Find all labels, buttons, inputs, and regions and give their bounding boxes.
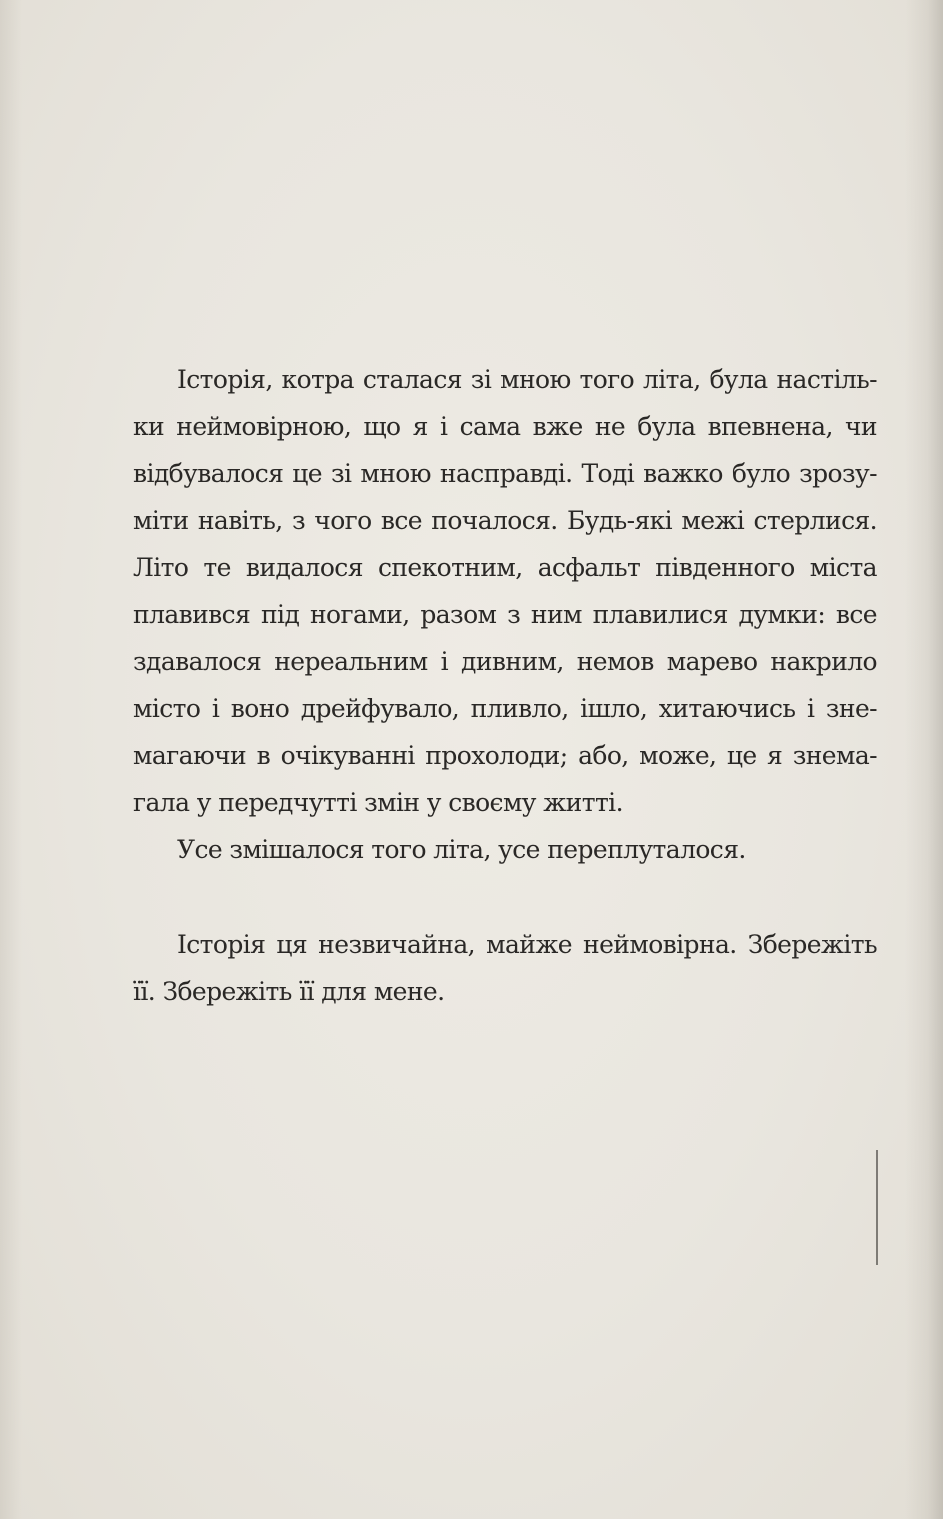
text-line: Історія, котра сталася зі мною того літа, була настіль- xyxy=(177,365,877,394)
text-line: Літо те видалося спекотним, асфальт південного міста xyxy=(133,553,877,582)
paragraph-gap xyxy=(133,873,877,921)
text-line: Історія ця незвичайна, майже неймовірна. Збережіть xyxy=(177,930,877,959)
text-line: плавився під ногами, разом з ним плавилися думки: все xyxy=(133,600,877,629)
text-line: її. Збережіть її для мене. xyxy=(133,977,445,1006)
paragraph-2 xyxy=(133,826,877,873)
page-right-shadow xyxy=(905,0,943,1519)
text-line: місто і воно дрейфувало, пливло, ішло, хитаючись і зне- xyxy=(133,694,877,723)
text-line: міти навіть, з чого все почалося. Будь-які межі стерлися. xyxy=(133,506,877,535)
text-line: відбувалося це зі мною насправді. Тоді важко було зрозу- xyxy=(133,459,877,488)
paragraph-3 xyxy=(133,921,877,1015)
paragraph-1 xyxy=(133,356,877,826)
text-line: гала у передчутті змін у своєму житті. xyxy=(133,788,623,817)
page-left-shadow xyxy=(0,0,22,1519)
text-line: Усе змішалося того літа, усе переплуталося. xyxy=(177,835,746,864)
binding-mark xyxy=(876,1150,878,1265)
text-line: здавалося нереальним і дивним, немов марево накрило xyxy=(133,647,877,676)
text-line: ки неймовірною, що я і сама вже не була впевнена, чи xyxy=(133,412,877,441)
page-text xyxy=(133,356,877,1015)
text-line: магаючи в очікуванні прохолоди; або, може, це я знема- xyxy=(133,741,877,770)
